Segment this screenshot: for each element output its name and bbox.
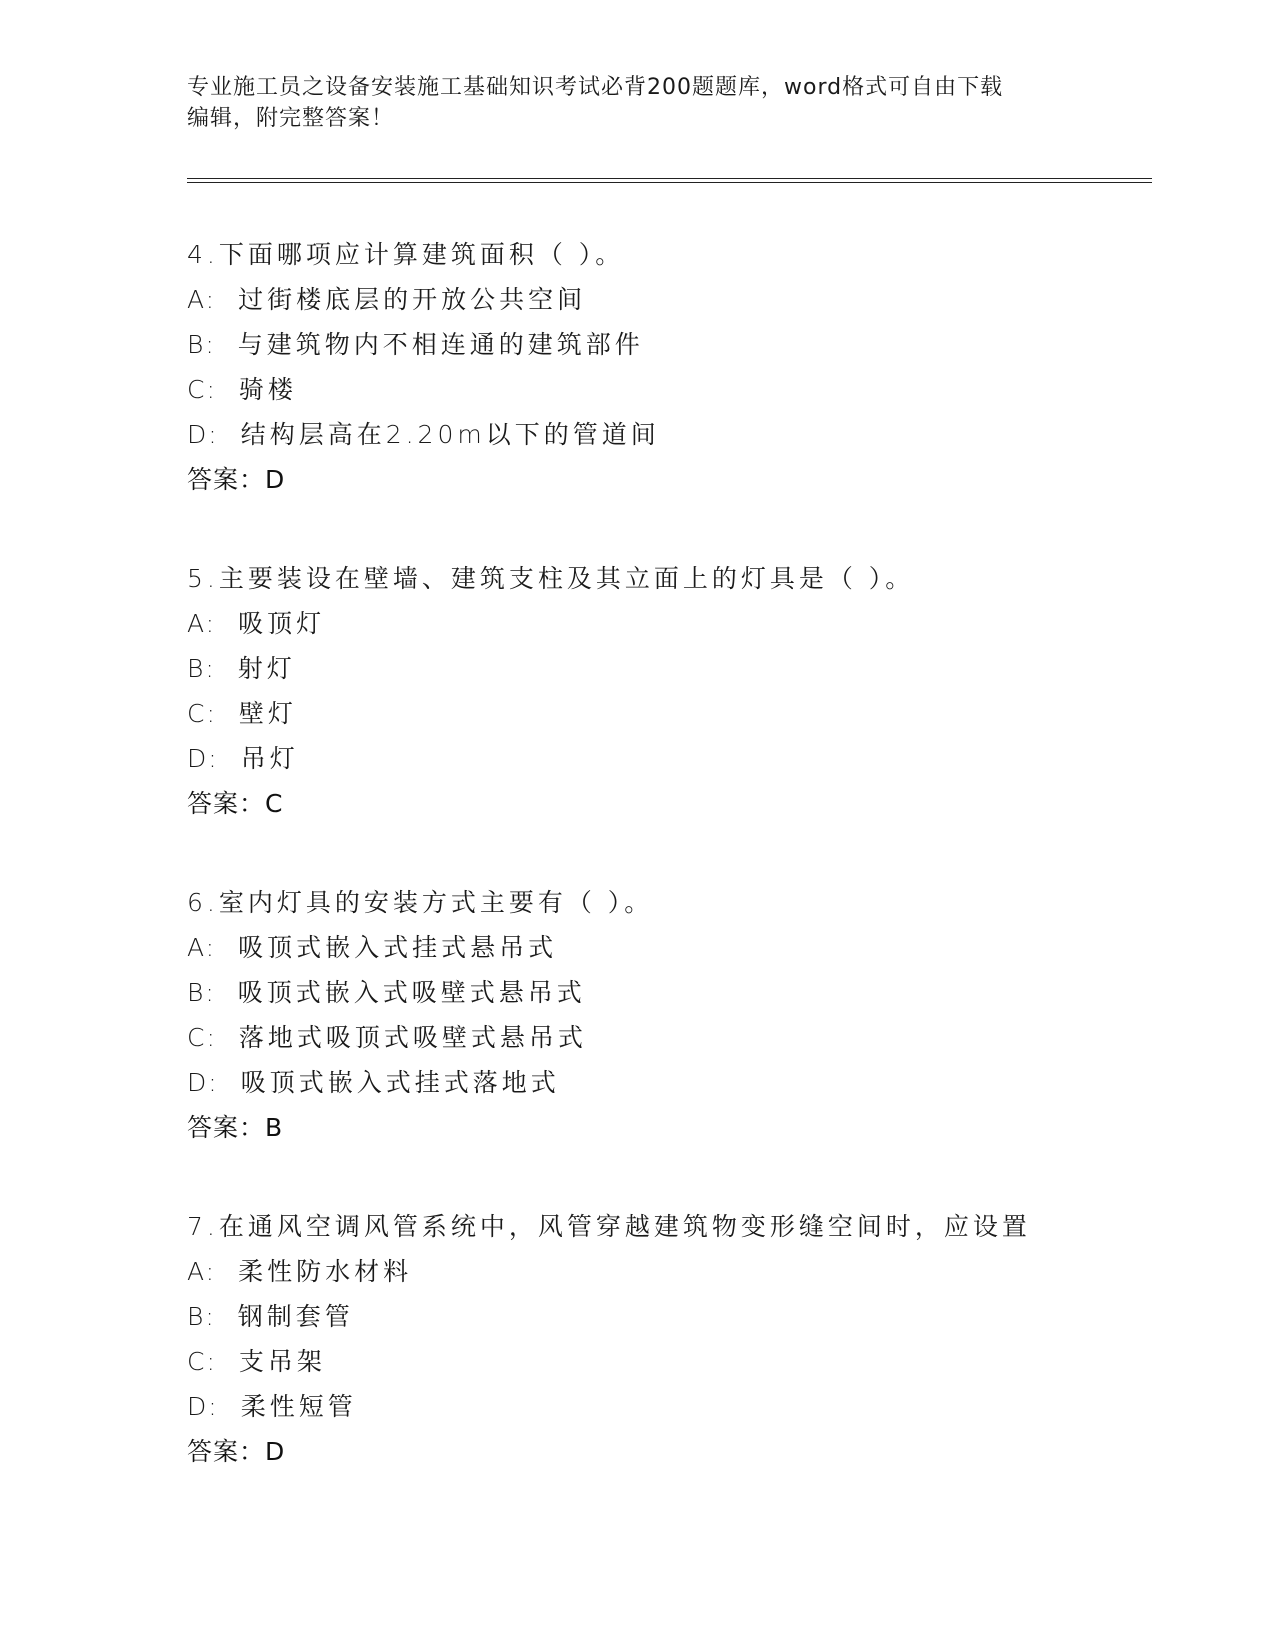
question-stem: 7.在通风空调风管系统中，风管穿越建筑物变形缝空间时，应设置 xyxy=(187,1212,1031,1241)
option-key: A: xyxy=(187,609,217,638)
option-d xyxy=(187,1384,1147,1429)
option-a xyxy=(187,601,1147,646)
option-key: D: xyxy=(187,1068,219,1097)
option-key: D: xyxy=(187,1392,219,1421)
question-4 xyxy=(187,232,1147,502)
option-c xyxy=(187,1339,1147,1384)
option-key: A: xyxy=(187,1257,217,1286)
question-list xyxy=(187,232,1147,1528)
option-d xyxy=(187,412,1147,457)
option-text: 吊灯 xyxy=(240,744,299,773)
option-key: C: xyxy=(187,699,217,728)
option-text: 支吊架 xyxy=(238,1347,326,1376)
question-stem: 4.下面哪项应计算建筑面积（ ）。 xyxy=(187,240,625,269)
option-key: B: xyxy=(187,654,216,683)
option-a xyxy=(187,925,1147,970)
question-5 xyxy=(187,556,1147,826)
option-text: 与建筑物内不相连通的建筑部件 xyxy=(237,330,644,359)
option-text: 骑楼 xyxy=(238,375,297,404)
header-line-2: 编辑，附完整答案！ xyxy=(187,106,395,131)
option-c xyxy=(187,691,1147,736)
question-stem: 5.主要装设在壁墙、建筑支柱及其立面上的灯具是（ ）。 xyxy=(187,564,915,593)
question-7 xyxy=(187,1204,1147,1474)
option-text: 吸顶式嵌入式挂式落地式 xyxy=(240,1068,560,1097)
answer-line: 答案：D xyxy=(187,465,286,494)
option-text: 结构层高在2.20m以下的管道间 xyxy=(240,420,660,449)
option-key: A: xyxy=(187,933,217,962)
option-c xyxy=(187,1015,1147,1060)
option-key: B: xyxy=(187,1302,216,1331)
option-text: 过街楼底层的开放公共空间 xyxy=(238,285,587,314)
answer-line: 答案：B xyxy=(187,1113,284,1142)
question-6 xyxy=(187,880,1147,1150)
option-key: D: xyxy=(187,420,219,449)
option-b xyxy=(187,1294,1147,1339)
option-key: C: xyxy=(187,375,217,404)
option-a xyxy=(187,1249,1147,1294)
header-divider-top xyxy=(187,178,1152,179)
option-text: 落地式吸顶式吸壁式悬吊式 xyxy=(238,1023,587,1052)
header-line-1: 专业施工员之设备安装施工基础知识考试必背200题题库，word格式可自由下载 xyxy=(187,75,1004,100)
option-key: C: xyxy=(187,1347,217,1376)
option-text: 钢制套管 xyxy=(237,1302,354,1331)
option-text: 壁灯 xyxy=(238,699,297,728)
option-text: 吸顶式嵌入式吸壁式悬吊式 xyxy=(237,978,586,1007)
question-stem: 6.室内灯具的安装方式主要有（ ）。 xyxy=(187,888,654,917)
option-a xyxy=(187,277,1147,322)
answer-line: 答案：C xyxy=(187,789,284,818)
option-c xyxy=(187,367,1147,412)
option-text: 吸顶式嵌入式挂式悬吊式 xyxy=(238,933,558,962)
option-b xyxy=(187,646,1147,691)
option-b xyxy=(187,970,1147,1015)
document-header xyxy=(187,72,1067,134)
option-text: 射灯 xyxy=(237,654,296,683)
option-key: C: xyxy=(187,1023,217,1052)
option-b xyxy=(187,322,1147,367)
option-key: D: xyxy=(187,744,219,773)
option-text: 柔性防水材料 xyxy=(238,1257,413,1286)
answer-line: 答案：D xyxy=(187,1437,286,1466)
option-text: 吸顶灯 xyxy=(238,609,326,638)
option-key: B: xyxy=(187,978,216,1007)
option-d xyxy=(187,1060,1147,1105)
option-key: A: xyxy=(187,285,217,314)
option-text: 柔性短管 xyxy=(240,1392,357,1421)
option-d xyxy=(187,736,1147,781)
header-divider-bottom xyxy=(187,182,1152,183)
option-key: B: xyxy=(187,330,216,359)
